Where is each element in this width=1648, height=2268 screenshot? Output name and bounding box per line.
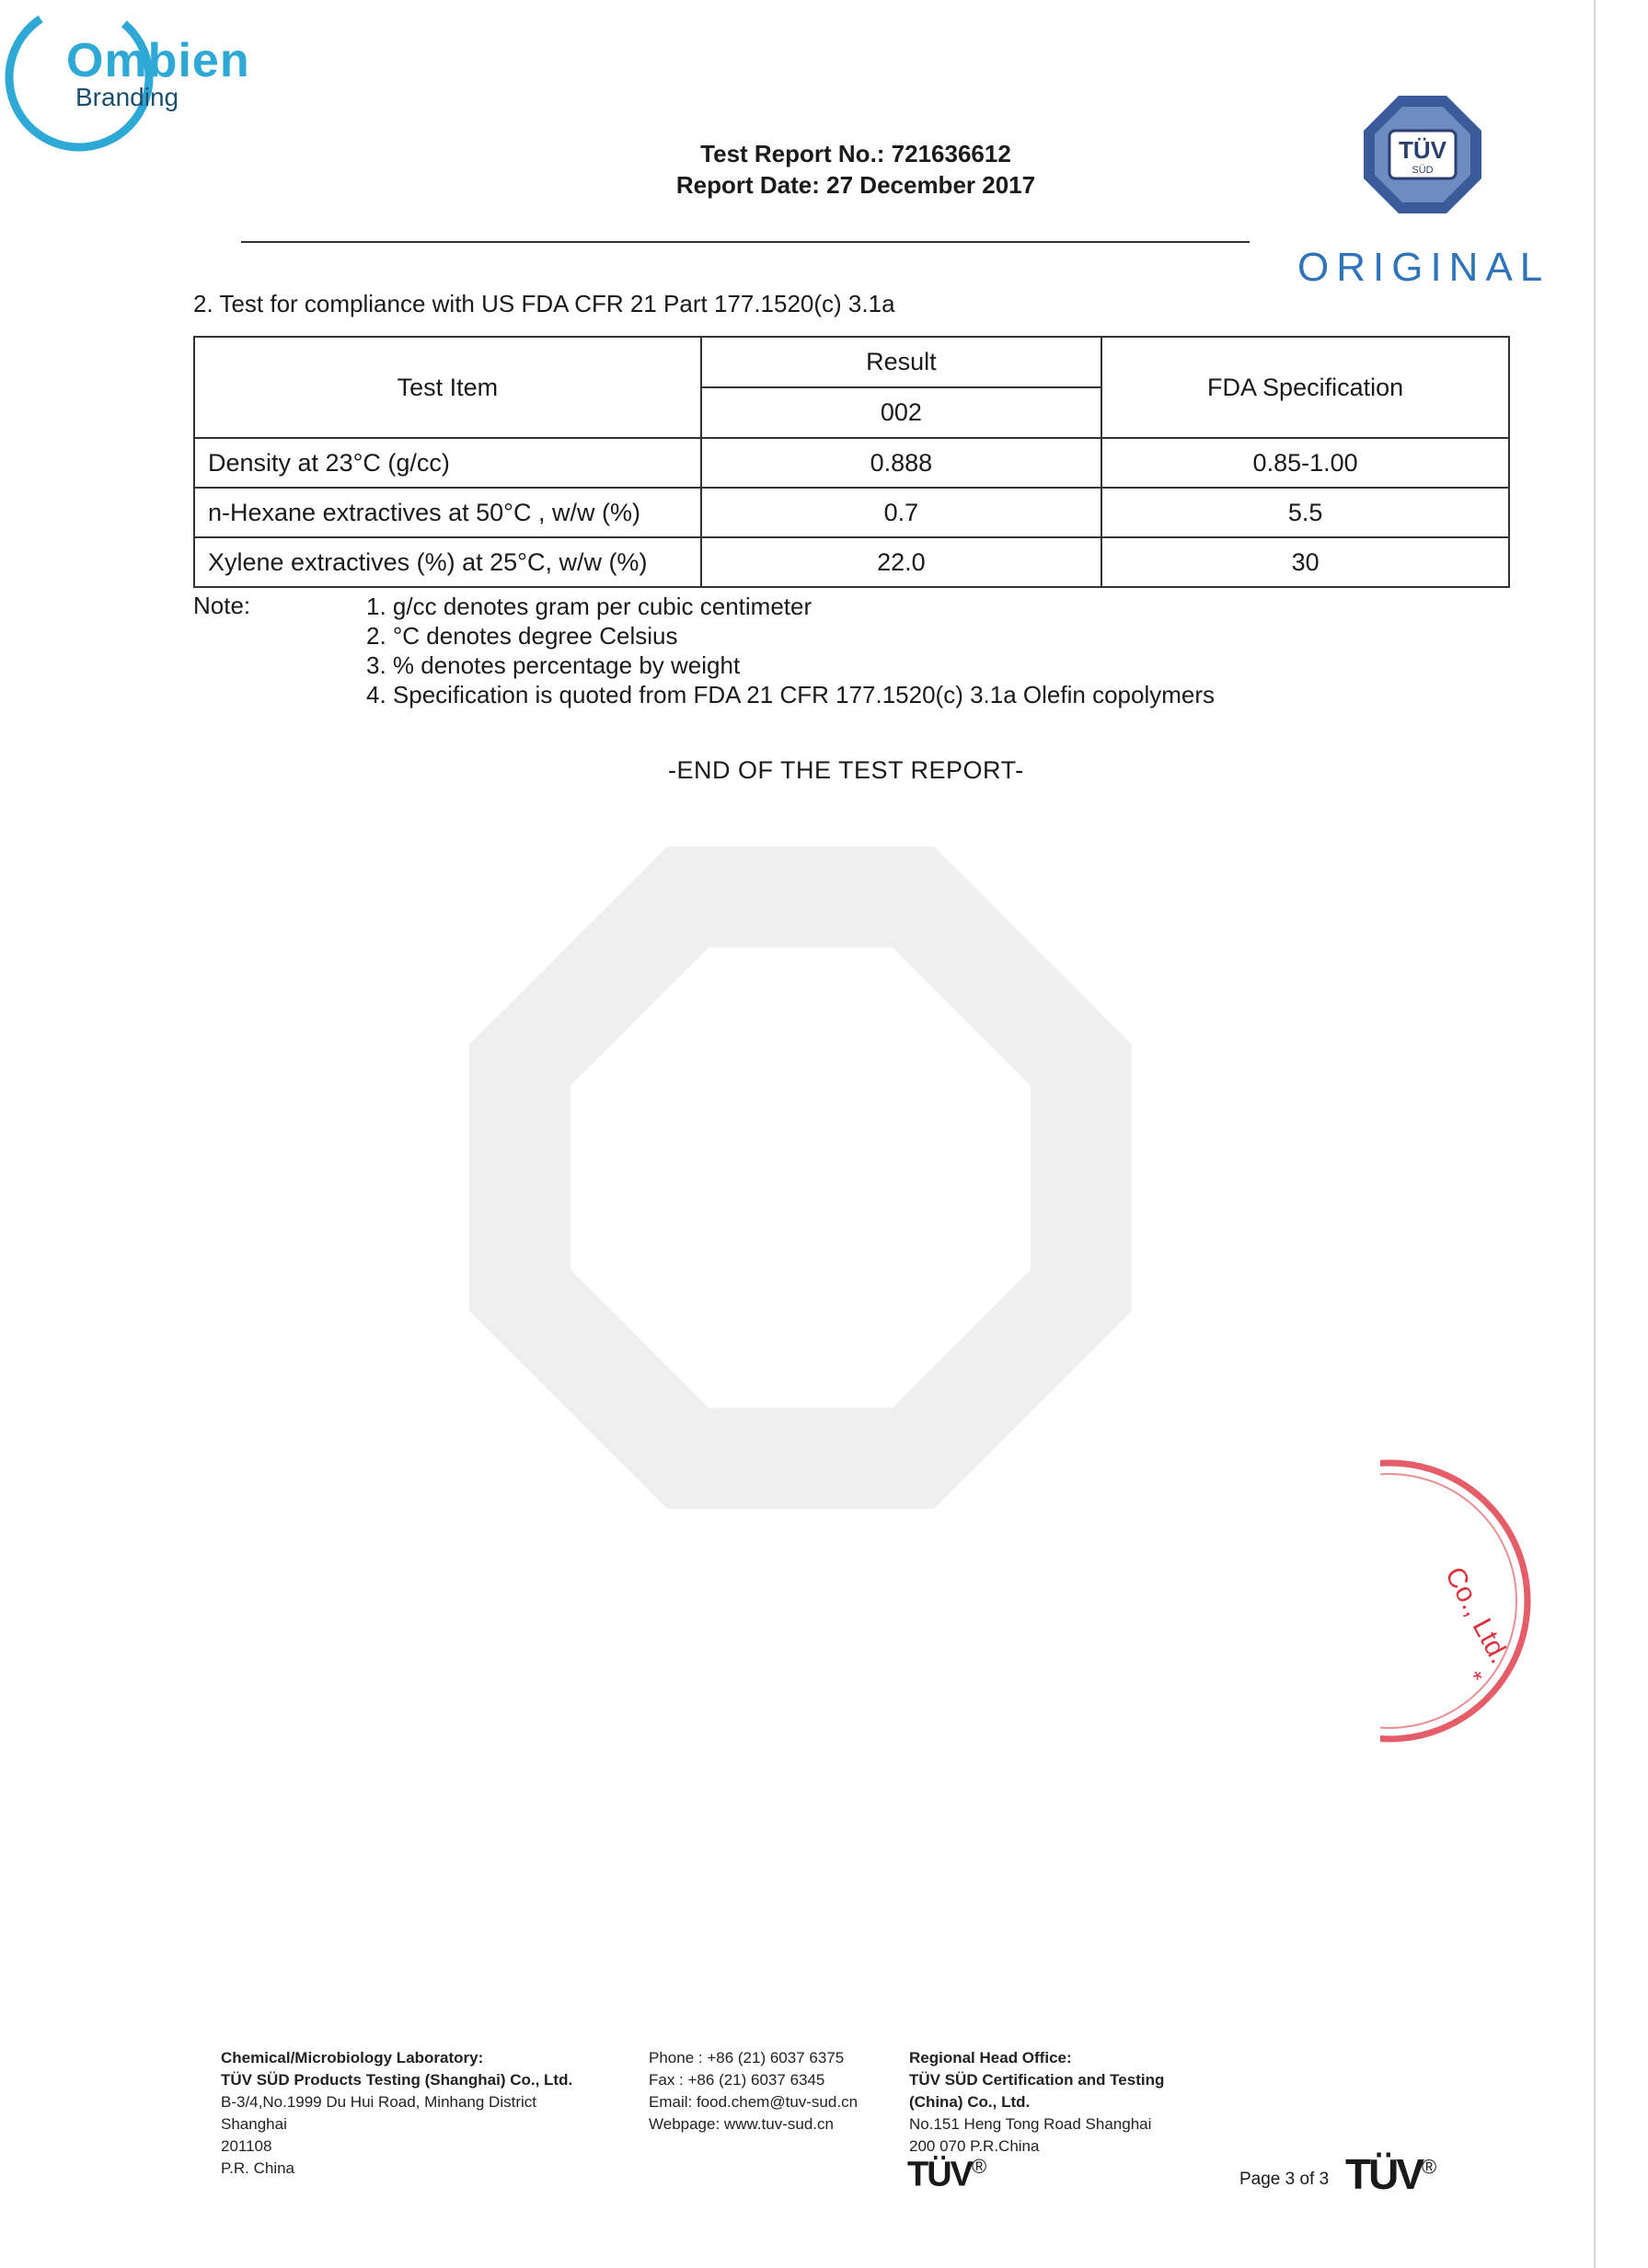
row-spec: 5.5 bbox=[1101, 488, 1509, 537]
row-spec: 0.85-1.00 bbox=[1101, 438, 1509, 488]
contact-email: Email: food.chem@tuv-sud.cn bbox=[649, 2093, 859, 2111]
page-edge-line bbox=[1594, 0, 1596, 2268]
note-label: Note: bbox=[193, 592, 251, 619]
hq-company: TÜV SÜD Certification and Testing bbox=[909, 2071, 1165, 2089]
footer-head-office bbox=[909, 2047, 1164, 2158]
row-result: 0.888 bbox=[701, 438, 1102, 488]
end-of-report: -END OF THE TEST REPORT- bbox=[668, 756, 1024, 784]
table-row bbox=[194, 438, 1509, 488]
note-item: 3. % denotes percentage by weight bbox=[366, 651, 741, 679]
report-number: Test Report No.: 721636612 bbox=[700, 140, 1011, 167]
table-row bbox=[194, 537, 1509, 587]
lab-company: TÜV SÜD Products Testing (Shanghai) Co., Ltd. bbox=[221, 2071, 573, 2089]
tuv-watermark bbox=[469, 846, 1132, 1509]
contact-phone: Phone : +86 (21) 6037 6375 bbox=[649, 2049, 845, 2067]
col-fda-spec: FDA Specification bbox=[1101, 337, 1509, 438]
lab-line: P.R. China bbox=[221, 2159, 295, 2177]
row-spec: 30 bbox=[1101, 537, 1509, 587]
note-item: 4. Specification is quoted from FDA 21 CFR 177.1520(c) 3.1a Olefin copolymers bbox=[366, 681, 1215, 708]
footer-tuv-logo: TÜV® bbox=[1345, 2150, 1437, 2198]
table-header-row bbox=[194, 337, 1509, 387]
row-result: 0.7 bbox=[701, 488, 1102, 537]
brand-name: Ombien bbox=[66, 34, 250, 87]
report-date: Report Date: 27 December 2017 bbox=[675, 171, 1036, 199]
row-item: Xylene extractives (%) at 25°C, w/w (%) bbox=[194, 537, 701, 587]
lab-title: Chemical/Microbiology Laboratory: bbox=[221, 2049, 484, 2067]
hq-line: 200 070 P.R.China bbox=[909, 2137, 1040, 2155]
tuv-seal-subtext: SÜD bbox=[1412, 165, 1434, 176]
brand-tagline: Branding bbox=[75, 83, 179, 111]
footer-lab-address bbox=[221, 2047, 572, 2180]
row-result: 22.0 bbox=[701, 537, 1102, 587]
svg-text:*: * bbox=[1469, 1664, 1491, 1694]
col-result-sample: 002 bbox=[701, 387, 1102, 438]
row-item: Density at 23°C (g/cc) bbox=[194, 438, 701, 488]
original-stamp: ORIGINAL bbox=[1297, 245, 1550, 290]
col-test-item: Test Item bbox=[194, 337, 701, 438]
hq-company: (China) Co., Ltd. bbox=[909, 2093, 1031, 2111]
col-result: Result bbox=[701, 337, 1102, 387]
row-item: n-Hexane extractives at 50°C , w/w (%) bbox=[194, 488, 701, 537]
company-seal-stamp bbox=[1380, 1445, 1546, 1757]
contact-fax: Fax : +86 (21) 6037 6345 bbox=[649, 2071, 825, 2089]
note-list bbox=[366, 592, 1215, 709]
note-item: 1. g/cc denotes gram per cubic centimeter bbox=[366, 593, 812, 620]
table-row bbox=[194, 488, 1509, 537]
header-rule bbox=[241, 241, 1250, 243]
lab-line: 201108 bbox=[221, 2137, 272, 2155]
footer-contact bbox=[649, 2047, 858, 2136]
section-title: 2. Test for compliance with US FDA CFR 21 Part 177.1520(c) 3.1a bbox=[193, 290, 895, 317]
tuv-seal-text: TÜV bbox=[1399, 136, 1446, 164]
footer-tuv-mark: TÜV® bbox=[907, 2155, 987, 2194]
note-item: 2. °C denotes degree Celsius bbox=[366, 622, 678, 650]
lab-line: B-3/4,No.1999 Du Hui Road, Minhang District bbox=[221, 2093, 536, 2111]
results-table bbox=[193, 336, 1510, 588]
lab-line: Shanghai bbox=[221, 2115, 287, 2133]
hq-title: Regional Head Office: bbox=[909, 2049, 1072, 2067]
tuv-seal-logo bbox=[1362, 94, 1483, 215]
page-number: Page 3 of 3 bbox=[1239, 2170, 1330, 2189]
report-header bbox=[515, 138, 1196, 201]
contact-webpage: Webpage: www.tuv-sud.cn bbox=[649, 2115, 834, 2133]
hq-line: No.151 Heng Tong Road Shanghai bbox=[909, 2115, 1152, 2133]
seal-text: Co., Ltd. bbox=[1438, 1561, 1515, 1669]
